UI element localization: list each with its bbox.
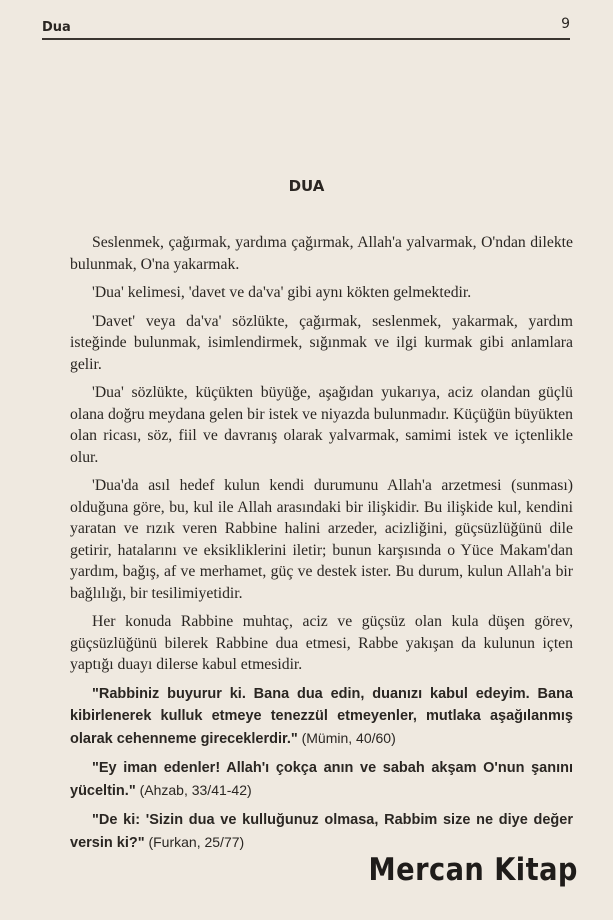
verse-text: "Rabbiniz buyurur ki. Bana dua edin, duanızı kabul edeyim. Bana kibirlenerek kulluk etmeye tenezzül etmeyenler, mutlaka aşağılanmış olarak cehenneme gireceklerdir." [70,685,573,747]
verse-reference: (Ahzab, 33/41-42) [135,781,252,798]
verse-text: "De ki: 'Sizin dua ve kulluğunuz olmasa, Rabbim size ne diye değer versin ki?" [70,812,573,851]
verse-quote [70,683,573,751]
page-number: 9 [561,16,570,32]
paragraph: 'Dua' kelimesi, 'davet ve da'va' gibi aynı kökten gelmektedir. [92,284,472,301]
paragraph: Seslenmek, çağırmak, yardıma çağırmak, Allah'a yalvarmak, O'ndan dilekte bulunmak, O'na yakarmak. [70,234,573,273]
paragraph: Her konuda Rabbine muhtaç, aciz ve güçsüz olan kula düşen görev, güçsüzlüğünü bilerek Rabbine dua etmesi, Rabbe yakışan da kulunun içten yaptığı duayı dilerse kabul etmesidir. [70,613,573,673]
body-text [70,232,573,861]
paragraph: 'Davet' veya da'va' sözlükte, çağırmak, seslenmek, yakarmak, yardım isteğinde bulunmak, isimlendirmek, sığınmak ve ilgi kurmak gibi anlamlara gelir. [70,312,573,373]
verse-quote [70,757,573,802]
paragraph: 'Dua'da asıl hedef kulun kendi durumunu Allah'a arzetmesi (sunması) olduğuna göre, bu, kul ile Allah arasındaki bir ilişkidir. Bu ilişkide kul, kendini yaratan ve rızık veren Rabbine halini arzeder, acizliğini, güçsüzlüğünü dile getirir, hatalarını ve eksikliklerini iletir; bunun karşısında o Yüce Makam'dan yardım, bağış, af ve merhamet, güç ve destek ister. Bu durum, kulun Allah'a bir bağlılığı, bir tesilimiyetidir. [70,477,573,602]
publisher-watermark: Mercan Kitap [368,852,578,888]
verse-text: "Ey iman edenler! Allah'ı çokça anın ve sabah akşam O'nun şanını yüceltin." [70,760,573,799]
section-title: Dua [42,20,71,35]
verse-reference: (Furkan, 25/77) [144,833,245,850]
verse-quote [70,809,573,854]
verse-reference: (Mümin, 40/60) [297,729,396,746]
running-header [42,16,570,40]
chapter-title: DUA [288,177,325,195]
paragraph: 'Dua' sözlükte, küçükten büyüğe, aşağıdan yukarıya, aciz olandan güçlü olana doğru meydana gelen bir istek ve niyazda bulunmadır. Küçüğün büyükten olan ricası, söz, fiil ve davranış olarak yalvarmak, samimi istek ve içtenlikle olur. [70,384,573,466]
